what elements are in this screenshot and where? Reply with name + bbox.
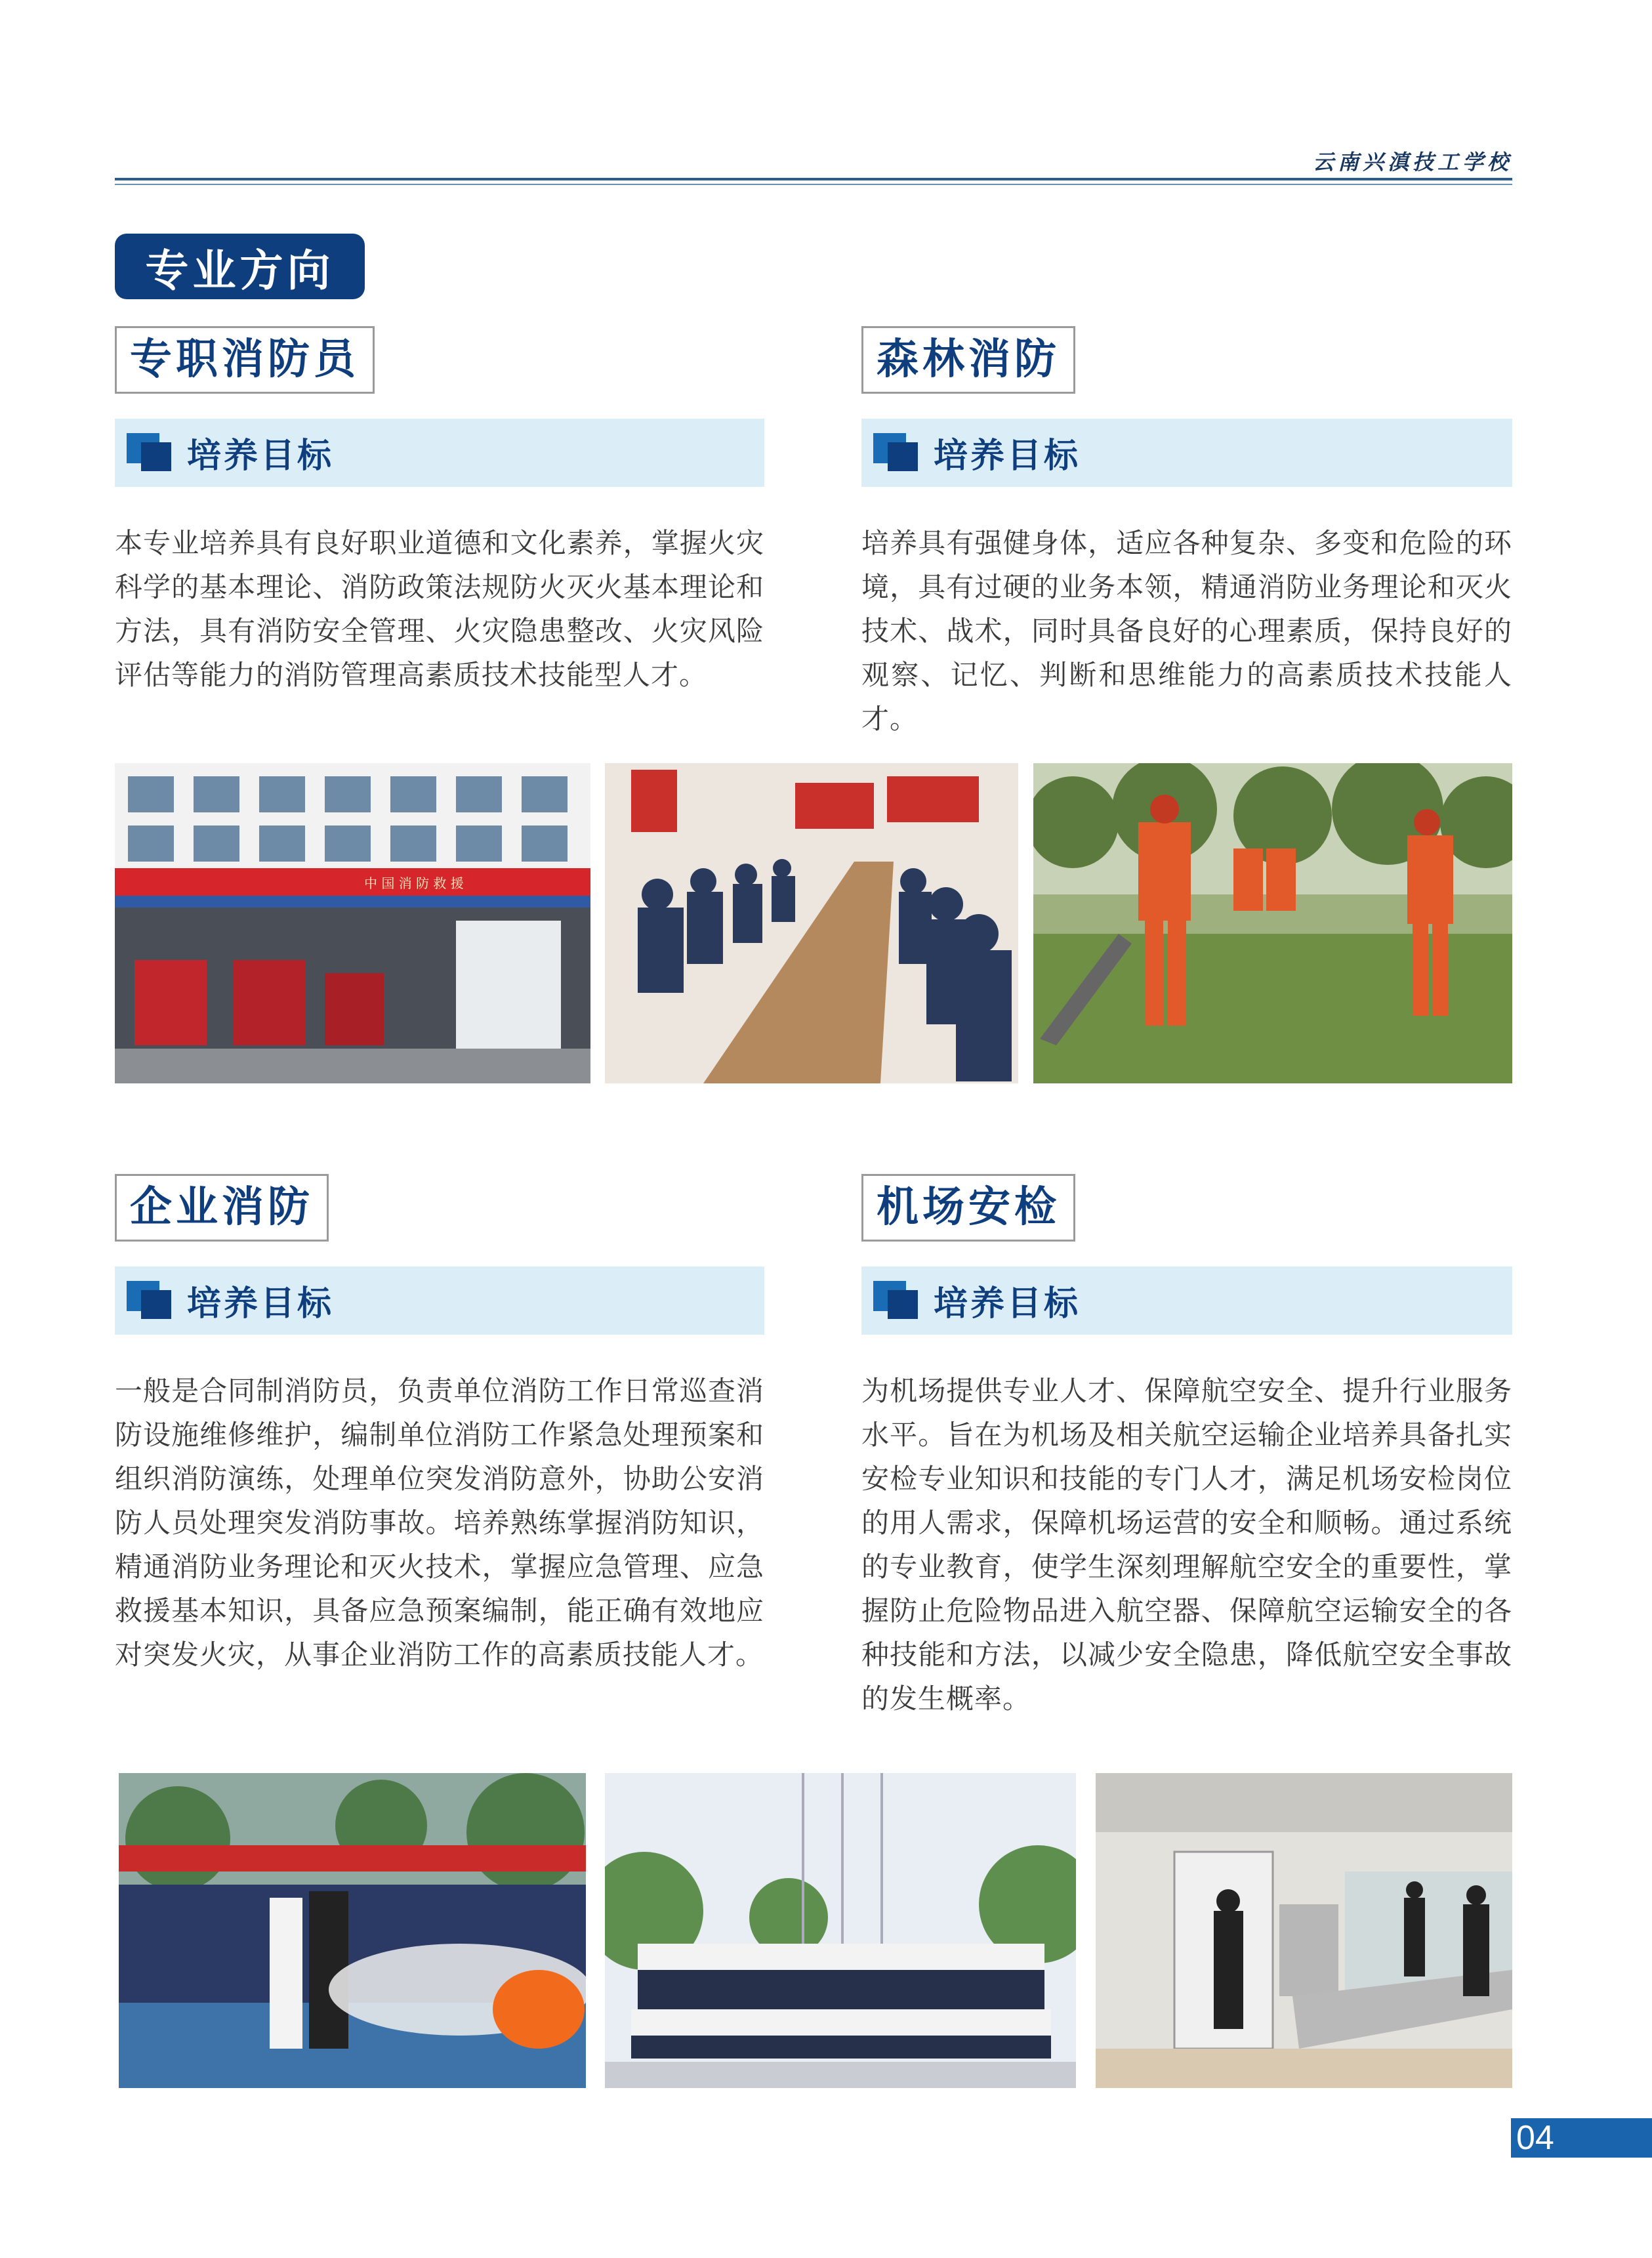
major-title: 专职消防员 [115, 326, 375, 394]
major-title: 企业消防 [115, 1174, 329, 1242]
major-card-forest-fire [861, 326, 1512, 741]
squares-icon [127, 433, 174, 472]
squares-icon [873, 433, 920, 472]
squares-icon [873, 1281, 920, 1320]
station-sign-text: 中 国 消 防 救 援 [364, 875, 464, 891]
photo-airport-security-checkpoint [1096, 1773, 1512, 2088]
major-card-airport-security [861, 1174, 1512, 1721]
major-description: 一般是合同制消防员，负责单位消防工作日常巡查消防设施维修维护，编制单位消防工作紧急处理预案和组织消防演练，处理单位突发消防意外，协助公安消防人员处理突发消防事故。培养熟练掌握消防知识，精通消防业务理论和灭火技术，掌握应急管理、应急救援基本知识，具备应急预案编制，能正确有效地应对突发火灾，从事企业消防工作的高素质技能人才。 [115, 1374, 764, 1671]
header-divider [115, 178, 1512, 180]
major-card-fulltime-firefighter [115, 326, 764, 697]
goal-bar [115, 1266, 764, 1335]
photo-extinguisher-drill [119, 1773, 586, 2088]
major-description: 为机场提供专业人才、保障航空安全、提升行业服务水平。旨在为机场及相关航空运输企业培养具备扎实安检专业知识和技能的专门人才，满足机场安检岗位的用人需求，保障机场运营的安全和顺畅。通过系统的专业教育，使学生深刻理解航空安全的重要性，掌握防止危险物品进入航空器、保障航空运输安全的各种技能和方法，以减少安全隐患，降低航空安全事故的发生概率。 [861, 1374, 1512, 1715]
photo-fire-station [115, 763, 590, 1083]
header-divider-thin [115, 184, 1512, 185]
goal-label: 培养目标 [187, 1284, 335, 1324]
major-title: 森林消防 [861, 326, 1075, 394]
goal-bar [861, 1266, 1512, 1335]
major-title: 机场安检 [861, 1174, 1075, 1242]
photo-forest-firefighters [1033, 763, 1512, 1083]
goal-label: 培养目标 [187, 436, 335, 476]
major-description: 本专业培养具有良好职业道德和文化素养，掌握火灾科学的基本理论、消防政策法规防火灭火基本理论和方法，具有消防安全管理、火灾隐患整改、火灾风险评估等能力的消防管理高素质技术技能型人才。 [115, 526, 764, 691]
goal-bar [861, 419, 1512, 487]
photo-classroom-firefighters [605, 763, 1018, 1083]
goal-label: 培养目标 [934, 436, 1081, 476]
major-description: 培养具有强健身体，适应各种复杂、多变和危险的环境，具有过硬的业务本领，精通消防业务理论和灭火技术、战术，同时具备良好的心理素质，保持良好的观察、记忆、判断和思维能力的高素质技术技能人才。 [861, 526, 1512, 735]
photo-group-uniform [605, 1773, 1076, 2088]
major-card-enterprise-fire [115, 1174, 764, 1677]
squares-icon [127, 1281, 174, 1320]
school-name: 云南兴滇技工学校 [1312, 150, 1512, 175]
page-number: 04 [1511, 2118, 1652, 2158]
goal-label: 培养目标 [934, 1284, 1081, 1324]
goal-bar [115, 419, 764, 487]
section-tag: 专业方向 [115, 234, 365, 299]
